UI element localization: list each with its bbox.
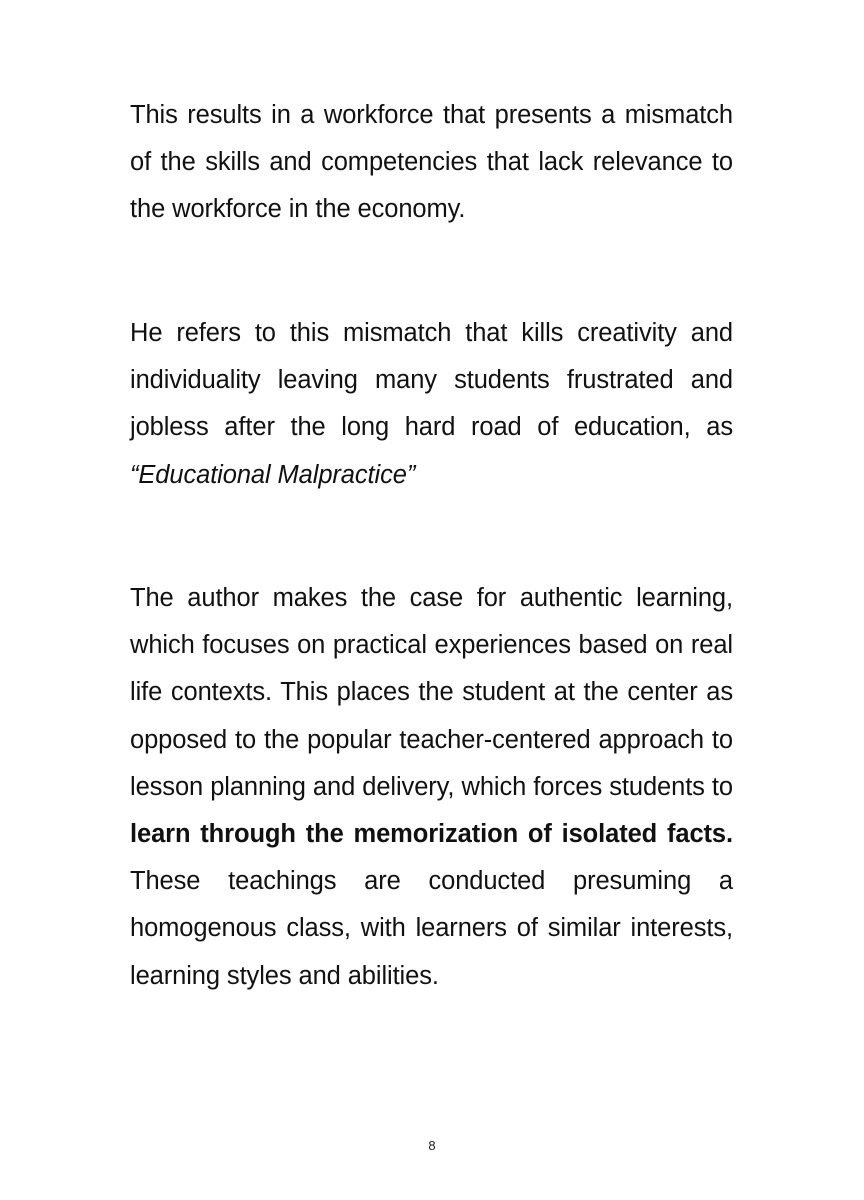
paragraph-text: This results in a workforce that presents a mismatch of the skills and competencies that lack relevance to the workforce in the economy.	[130, 101, 733, 224]
paragraph-workforce-mismatch	[130, 92, 733, 234]
paragraph-text: He refers to this mismatch that kills creativity and individuality leaving many students frustrated and jobless after the long hard road of education, as	[130, 319, 733, 442]
paragraph-educational-malpractice	[130, 310, 733, 499]
bold-emphasis: learn through the memorization of isolated facts.	[130, 820, 733, 849]
paragraph-text: The author makes the case for authentic learning, which focuses on practical experiences based on real life contexts. This places the student at the center as opposed to the popular teacher-centered approach to lesson planning and delivery, which forces students to	[130, 584, 733, 801]
paragraph-authentic-learning	[130, 575, 733, 1000]
paragraph-text-continued: These teachings are conducted presuming a homogenous class, with learners of similar interests, learning styles and abilities.	[130, 867, 733, 990]
page-number: 8	[428, 1138, 436, 1153]
italic-quote: “Educational Malpractice”	[130, 460, 416, 489]
